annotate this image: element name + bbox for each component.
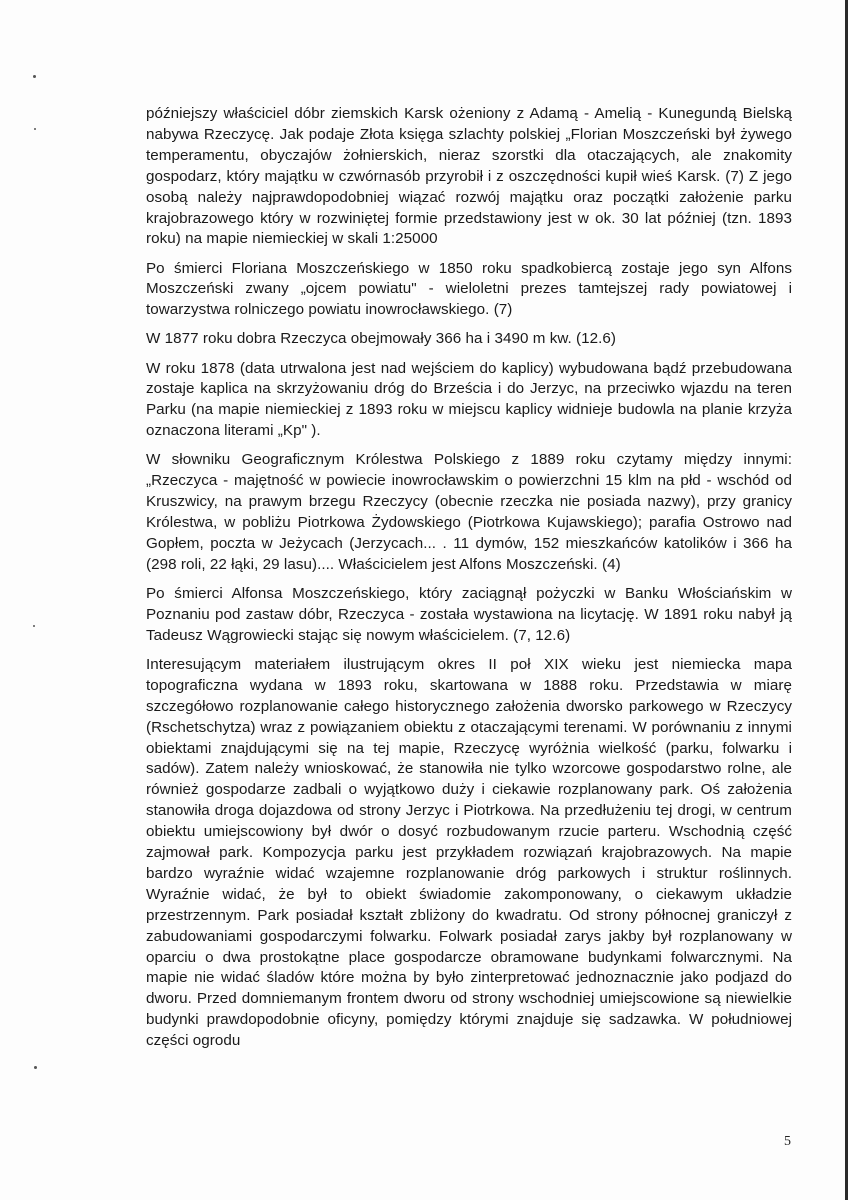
- page-number: 5: [784, 1134, 791, 1149]
- paragraph: W roku 1878 (data utrwalona jest nad wejściem do kaplicy) wybudowana bądź przebudowana zostaje kaplica na skrzyżowaniu dróg do Brześcia i do Jerzyc, na przeciwko wjazdu na teren Parku (na mapie niemieckiej z 1893 roku w miejscu kaplicy widnieje budowla na planie krzyża oznaczona literami „Kp" ).: [146, 359, 792, 440]
- paragraph: Interesującym materiałem ilustrującym okres II poł XIX wieku jest niemiecka mapa topograficzna wydana w 1893 roku, skartowana w 1888 roku. Przedstawia w miarę szczegółowo rozplanowanie całego historycznego założenia dworsko parkowego w Rzeczycy (Rschetschytza) wraz z powiązaniem obiektu z otaczającymi terenami. W porównaniu z innymi obiektami znajdującymi się na tej mapie, Rzeczycę wyróżnia wielkość (parku, folwarku i sadów). Zatem należy wnioskować, że stanowiła nie tylko wzorcowe gospodarstwo rolne, ale również gospodarze zadbali o wyjątkowo duży i ciekawie rozplanowany park. Oś założenia stanowiła droga dojazdowa od strony Jerzyc i Piotrkowa. Na przedłużeniu tej drogi, w centrum obiektu umiejscowiony był dwór o dosyć rozbudowanym rzucie parteru. Wschodnią część zajmował park. Kompozycja parku jest przykładem rozwiązań krajobrazowych. Na mapie bardzo wyraźnie widać wzajemne rozplanowanie dróg parkowych i struktur roślinnych. Wyraźnie widać, że był to obiekt świadomie zakomponowany, o ciekawym układzie przestrzennym. Park posiadał kształt zbliżony do kwadratu. Od strony północnej graniczył z zabudowaniami gospodarczymi folwarku. Folwark posiadał zarys jakby był rozplanowany w oparciu o dwa prostokątne place gospodarcze obramowane budynkami folwarcznymi. Na mapie nie widać śladów które można by było zinterpretować jednoznacznie jako podjazd do dworu. Przed domniemanym frontem dworu od strony wschodniej umiejscowione są niewielkie budynki prawdopodobnie oficyny, pomiędzy którymi znajduje się sadzawka. W południowej części ogrodu: [146, 655, 792, 1050]
- scan-speck: [33, 625, 35, 627]
- paragraph: późniejszy właściciel dóbr ziemskich Karsk ożeniony z Adamą - Amelią - Kunegundą Bielską nabywa Rzeczycę. Jak podaje Złota księga szlachty polskiej „Florian Moszczeński był żywego temperamentu, obyczajów żołnierskich, nieraz szorstki dla otaczających, ale znakomity gospodarz, który majątku w czwórnasób przyrobił i z oszczędności kupił wieś Karsk. (7) Z jego osobą należy najprawdopodobniej wiązać rozwój majątku oraz początki założenie parku krajobrazowego który w rozwiniętej formie przedstawiony jest w ok. 30 lat później (tzn. 1893 roku) na mapie niemieckiej w skali 1:25000: [146, 105, 792, 248]
- scan-speck: [34, 128, 36, 130]
- paragraph: W słowniku Geograficznym Królestwa Polskiego z 1889 roku czytamy między innymi: „Rzeczyca - majętność w powiecie inowrocławskim o powierzchni 15 klm na płd - wschód od Kruszwicy, na prawym brzegu Rzeczycy (obecnie rzeczka nie posiada nazwy), przy granicy Królestwa, w pobliżu Piotrkowa Żydowskiego (Piotrkowa Kujawskiego); parafia Ostrowo nad Gopłem, poczta w Jeżycach (Jerzycach... . 11 dymów, 152 mieszkańców katolików i 366 ha (298 roli, 22 łąki, 29 lasu).... Właścicielem jest Alfons Moszczeński. (4): [146, 451, 792, 573]
- scan-speck: [34, 1066, 37, 1069]
- paragraph: W 1877 roku dobra Rzeczyca obejmowały 366 ha i 3490 m kw. (12.6): [146, 330, 617, 348]
- document-body: [146, 104, 792, 1052]
- paragraph: Po śmierci Floriana Moszczeńskiego w 1850 roku spadkobiercą zostaje jego syn Alfons Moszczeński zwany „ojcem powiatu" - wieloletni prezes tamtejszej rady powiatowej i towarzystwa rolniczego powiatu inowrocławskiego. (7): [146, 259, 792, 319]
- paragraph: Po śmierci Alfonsa Moszczeńskiego, który zaciągnął pożyczki w Banku Włościańskim w Poznaniu pod zastaw dóbr, Rzeczyca - została wystawiona na licytację. W 1891 roku nabył ją Tadeusz Wągrowiecki stając się nowym właścicielem. (7, 12.6): [146, 584, 792, 644]
- scan-speck: [33, 75, 36, 78]
